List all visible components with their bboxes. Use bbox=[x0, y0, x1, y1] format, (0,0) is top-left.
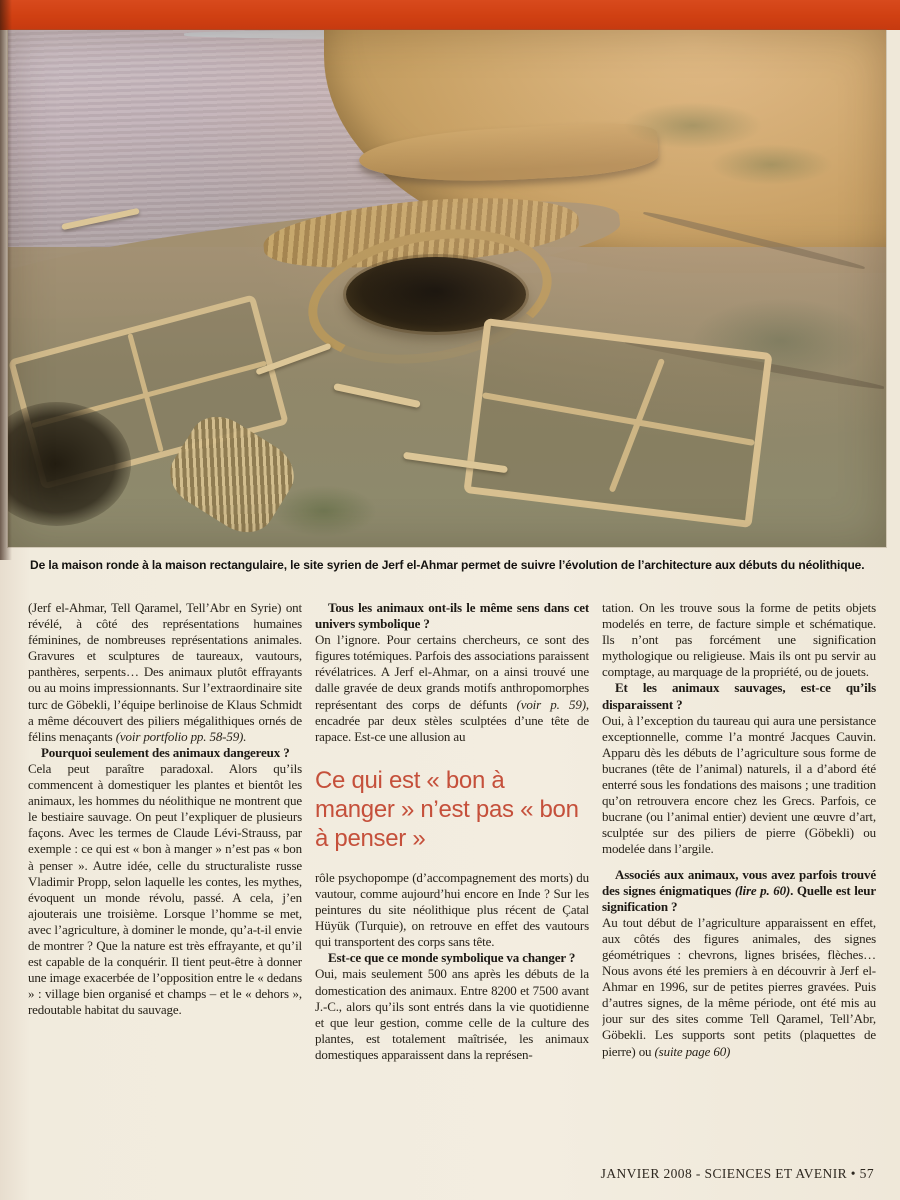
article-body bbox=[28, 600, 876, 1166]
italic-reference: (lire p. 60) bbox=[734, 882, 791, 898]
page-gutter-shadow bbox=[0, 0, 12, 560]
text-run: , encadrée par deux stèles sculptées d’une tête de rapace. Est-ce une allusion au bbox=[315, 696, 589, 744]
text-run: Oui, à l’exception du taureau qui aura une persistance exceptionnelle, comme l’a montré Jacques Cauvin. Apparu dès les débuts de l’agriculture sous forme de bucranes (tête de l’animal) naturels, il a d’abord été enterré sous les fondations des maisons ; une tradition qu’on retrouvera encore chez les Grecs. Parfois, ce bucrane (ou l’animal entier) devient une œuvre d’art, sculptée sur des piliers de pierre (Göbekli) ou modelée dans l’argile. bbox=[602, 712, 876, 857]
column-2 bbox=[315, 600, 589, 1166]
body-paragraph bbox=[315, 870, 589, 950]
text-run: Tous les animaux ont-ils le même sens dans cet univers symbolique ? bbox=[315, 600, 589, 632]
body-paragraph bbox=[602, 713, 876, 858]
page-footer: JANVIER 2008 - SCIENCES ET AVENIR • 57 bbox=[600, 1166, 874, 1181]
text-run: Au tout début de l’agriculture apparaissent en effet, aux côtés des figures animales, des signes géométriques : chevrons, lignes brisées, flèches… Nous avons été les premiers à en découvrir à Jerf el-Ahmar en 1996, sur de petites pierres gravées. Puis d’autres signes, de la même période, ont été mis au jour sur des sites comme Tell Qaramel, Tell’Abr, Göbekli. Les supports sont petits (plaquettes de pierre) ou bbox=[602, 914, 876, 1059]
top-red-banner bbox=[0, 0, 900, 30]
question-heading bbox=[28, 745, 302, 761]
text-run: . Quelle est leur signification ? bbox=[602, 882, 876, 914]
text-run: tation. On les trouve sous la forme de petits objets modelés en terre, de facture simple et schématique. Ils n’ont pas forcément une signification mythologique ou religieuse. Mais ils ont pu servir au comptage, au marquage de la propriété, ou de jouets. bbox=[602, 600, 876, 680]
question-heading bbox=[602, 680, 876, 712]
body-paragraph bbox=[28, 761, 302, 1019]
body-paragraph bbox=[315, 632, 589, 745]
body-paragraph bbox=[315, 966, 589, 1063]
italic-reference: (voir portfolio pp. 58-59). bbox=[115, 728, 247, 744]
text-run: (Jerf el-Ahmar, Tell Qaramel, Tell’Abr en Syrie) ont révélé, à côté des représentations humaines féminines, de nombreuses représentations animales. Gravures et sculptures de taureaux, vautours, panthères, serpents… Des animaux plutôt effrayants ou au moins impressionnants. Sur l’extraordinaire site turc de Göbekli, l’équipe berlinoise de Klaus Schmidt a même découvert des piliers mégalithiques ornés de félins menaçants bbox=[28, 600, 302, 744]
text-run: Associés aux animaux, vous avez parfois trouvé des signes énigmatiques bbox=[602, 866, 876, 898]
text-run: Est-ce que ce monde symbolique va changer ? bbox=[328, 950, 576, 966]
body-paragraph bbox=[602, 600, 876, 680]
site-photo bbox=[8, 30, 886, 547]
text-run: rôle psychopompe (d’accompagnement des morts) du vautour, comme aujourd’hui encore en Inde ? Sur les peintures du site néolithique plus récent de Çatal Hüyük (Turquie), on retrouve en effet des vautours qui transportent des corps sans tête. bbox=[315, 869, 589, 950]
italic-reference: (voir p. 59) bbox=[516, 696, 586, 712]
question-heading bbox=[315, 600, 589, 632]
body-paragraph bbox=[602, 915, 876, 1060]
photo-light-haze bbox=[8, 30, 886, 547]
text-run: Oui, mais seulement 500 ans après les débuts de la domestication des animaux. Entre 8200 et 7500 avant J.-C., alors qu’ils sont entrés dans la vie quotidienne et que leur gestion, comme celle de la culture des plantes, est totalement maîtrisée, les animaux domestiques apparaissent dans la représen- bbox=[315, 966, 589, 1062]
column-3 bbox=[602, 600, 876, 1166]
photo-caption: De la maison ronde à la maison rectangulaire, le site syrien de Jerf el-Ahmar permet de suivre l’évolution de l’architecture aux débuts du néolithique. bbox=[30, 558, 865, 572]
text-run: Cela peut paraître paradoxal. Alors qu’ils commencent à domestiquer les plantes et bientôt les animaux, les hommes du néolithique ne montrent que le bestiaire sauvage. On peut l’expliquer de plusieurs façons. Avec les termes de Claude Lévi-Strauss, par exemple : ce qui est « bon à manger » n’est pas « bon à penser ». Autre idée, celle du structuraliste russe Vladimir Propp, selon laquelle les contes, les mythes, évoquent un monde révolu, passé. A cela, j’en ajouterais une troisième. Lorsque l’homme se met, avec l’agriculture, à dominer le monde, qu’a-t-il envie de montrer ? Que la nature est très effrayante, et qu’il est capable de la conquérir. Il tient peut-être à donner une image exacerbée de l’opposition entre le « dedans » : village bien organisé et champs – et le « dehors », redoutable habitat du sauvage. bbox=[28, 760, 302, 1018]
text-run: Ce qui est « bon à manger » n’est pas « bon à penser » bbox=[315, 766, 579, 852]
column-1 bbox=[28, 600, 302, 1166]
text-run: On l’ignore. Pour certains chercheurs, ce sont des figures totémiques. Parfois des associations paraissent révélatrices. A Jerf el-Ahmar, on a ainsi trouvé une dalle gravée de deux grands motifs anthropomorphes représentant des corps de défunts bbox=[315, 632, 589, 712]
question-heading bbox=[315, 950, 589, 966]
text-run: Pourquoi seulement des animaux dangereux ? bbox=[41, 744, 290, 760]
body-paragraph bbox=[28, 600, 302, 745]
italic-reference: (suite page 60) bbox=[654, 1043, 731, 1059]
pull-quote bbox=[315, 766, 587, 853]
text-run: Et les animaux sauvages, est-ce qu’ils disparaissent ? bbox=[602, 680, 876, 712]
question-heading bbox=[602, 867, 876, 915]
